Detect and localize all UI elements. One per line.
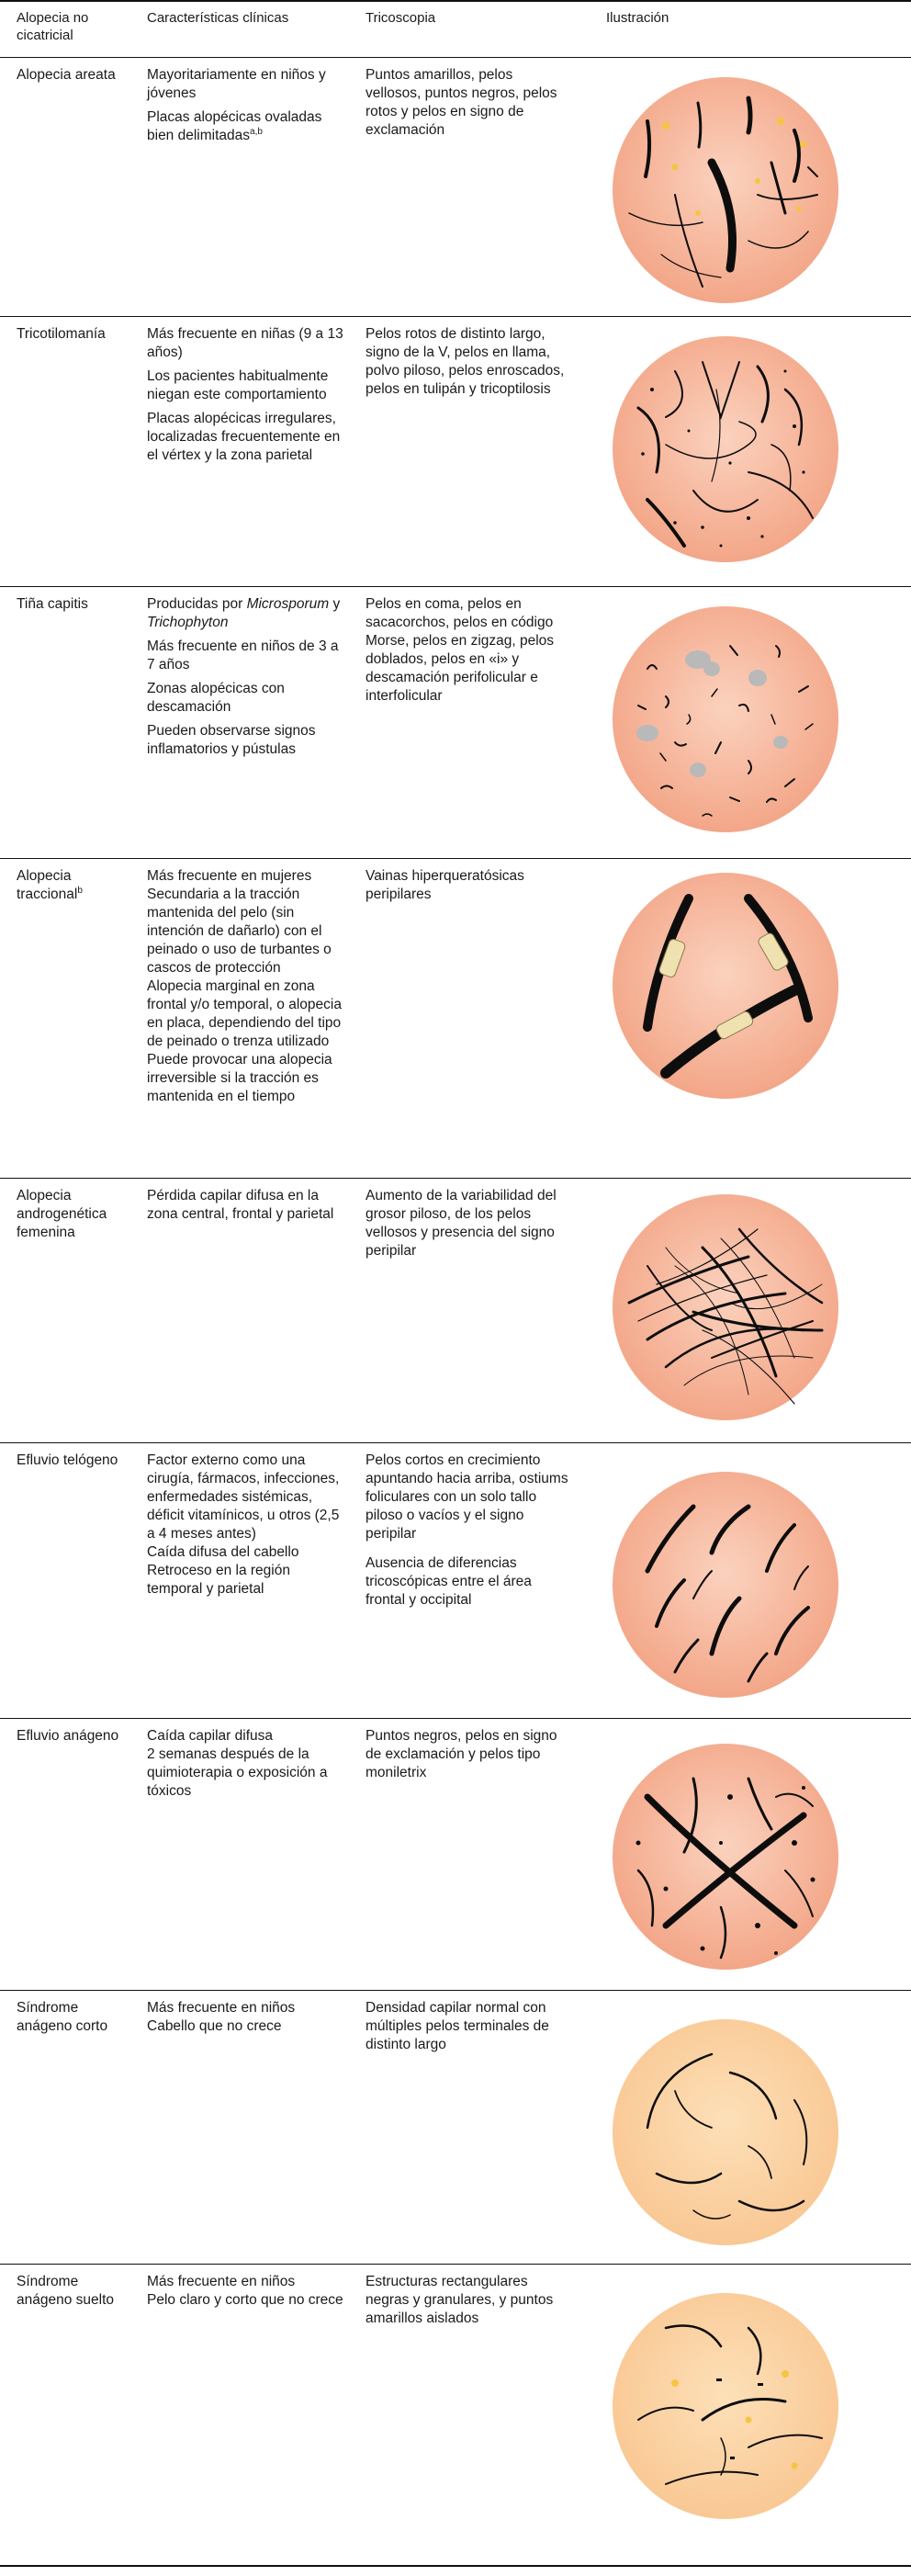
row-clinical	[147, 1187, 344, 1229]
illustration-tina-capitis	[611, 604, 840, 834]
row-name: Síndrome anágeno corto	[17, 2000, 108, 2034]
row-trichoscopy	[366, 1452, 569, 1610]
row-name: Alopecia androgenética femenina	[17, 1188, 107, 1240]
clinical-text: y	[332, 596, 341, 612]
clinical-item: Alopecia marginal en zona frontal y/o temporal, o alopecia en placa, dependiendo del tipo de peinado o trenza utilizado	[147, 978, 342, 1049]
row-clinical	[147, 867, 344, 1106]
trichoscopy-item: Pelos rotos de distinto largo, signo de la V, pelos en llama, polvo piloso, pelos enroscados, pelos en tulipán y tricoptilosis	[366, 326, 565, 397]
hair-pattern-icon	[611, 604, 840, 834]
clinical-item: Caída capilar difusa	[147, 1728, 273, 1744]
trichoscopy-item: Pelos cortos en crecimiento apuntando hacia arriba, ostiums foliculares con un solo tallo piloso o vacíos y el signo peripilar	[366, 1452, 568, 1542]
bottom-rule	[0, 2565, 911, 2567]
footnote-marker: a,b	[250, 126, 263, 137]
row-name-text: Alopecia traccional	[17, 868, 78, 902]
clinical-item: Más frecuente en mujeres	[147, 868, 312, 884]
hair-pattern-icon	[611, 1470, 840, 1700]
table-row	[0, 2264, 911, 2565]
clinical-item: Factor externo como una cirugía, fármacos, infecciones, enfermedades sistémicas, déficit vitamínicos, u otros (2,5 a 4 meses antes)	[147, 1452, 340, 1542]
row-trichoscopy	[366, 1999, 569, 2060]
trichoscopy-item: Vainas hiperqueratósicas peripilares	[366, 868, 524, 902]
table-row	[0, 1442, 911, 1718]
illustration-anageno-suelto	[611, 2291, 840, 2521]
header-col-alopecia: Alopecia no cicatricial	[17, 10, 89, 43]
species-name: Microsporum	[246, 596, 330, 612]
illustration-traccional	[611, 871, 840, 1101]
row-name: Alopecia areata	[17, 67, 116, 83]
clinical-item: Pérdida capilar difusa en la zona central, frontal y parietal	[147, 1188, 334, 1222]
row-name: Tricotilomanía	[17, 326, 106, 342]
row-name: Tiña capitis	[17, 596, 88, 612]
clinical-item	[147, 595, 344, 632]
hair-pattern-icon	[611, 2291, 840, 2521]
clinical-item: Cabello que no crece	[147, 2018, 282, 2034]
row-trichoscopy	[366, 1187, 569, 1266]
clinical-item: 2 semanas después de la quimioterapia o exposición a tóxicos	[147, 1746, 328, 1799]
trichoscopy-item: Estructuras rectangulares negras y granulares, y puntos amarillos aislados	[366, 2274, 554, 2326]
row-name: Efluvio telógeno	[17, 1452, 118, 1468]
row-name	[17, 867, 136, 904]
illustration-tricotilomania	[611, 334, 840, 564]
header-col-illustration: Ilustración	[606, 10, 669, 26]
table-row	[0, 586, 911, 858]
trichoscopy-item: Aumento de la variabilidad del grosor piloso, de los pelos vellosos y presencia del signo peripilar	[366, 1188, 557, 1259]
row-clinical	[147, 1999, 344, 2036]
illustration-telogeno	[611, 1470, 840, 1700]
clinical-item: Secundaria a la tracción mantenida del pelo (sin intención de dañarlo) con el peinado o uso de turbantes o cascos de protección	[147, 887, 332, 976]
illustration-androgenetica	[611, 1192, 840, 1422]
table-row	[0, 1178, 911, 1442]
illustration-anageno-corto	[611, 2017, 840, 2247]
table-row	[0, 57, 911, 316]
clinical-item	[147, 108, 344, 145]
row-clinical	[147, 1452, 344, 1599]
row-name: Efluvio anágeno	[17, 1728, 119, 1744]
top-rule	[0, 0, 911, 2]
row-trichoscopy	[366, 325, 569, 404]
clinical-item: Zonas alopécicas con descamación	[147, 681, 285, 715]
clinical-item: Los pacientes habitualmente niegan este comportamiento	[147, 368, 329, 402]
clinical-text: Placas alopécicas ovaladas bien delimitadas	[147, 109, 322, 143]
hair-pattern-icon	[611, 2017, 840, 2247]
row-clinical	[147, 595, 344, 759]
clinical-text: Producidas por	[147, 596, 243, 612]
row-trichoscopy	[366, 66, 569, 145]
row-trichoscopy	[366, 1727, 569, 1788]
clinical-item: Más frecuente en niñas (9 a 13 años)	[147, 326, 343, 360]
table-row	[0, 858, 911, 1178]
clinical-item: Caída difusa del cabello	[147, 1544, 299, 1560]
clinical-item: Mayoritariamente en niños y jóvenes	[147, 67, 326, 101]
row-clinical	[147, 325, 344, 465]
trichoscopy-item: Puntos amarillos, pelos vellosos, puntos negros, pelos rotos y pelos en signo de exclamación	[366, 67, 557, 138]
trichoscopy-item: Ausencia de diferencias tricoscópicas entre el área frontal y occipital	[366, 1555, 532, 1608]
clinical-item: Pueden observarse signos inflamatorios y pústulas	[147, 723, 316, 757]
footnote-marker: b	[77, 885, 83, 896]
clinical-item: Retroceso en la región temporal y parietal	[147, 1563, 290, 1597]
trichoscopy-item: Densidad capilar normal con múltiples pelos terminales de distinto largo	[366, 2000, 549, 2052]
clinical-item: Más frecuente en niños de 3 a 7 años	[147, 638, 339, 672]
trichoscopy-item: Pelos en coma, pelos en sacacorchos, pelos en código Morse, pelos en zigzag, pelos doblados, pelos en «i» y descamación perifolicular e interfolicular	[366, 596, 555, 704]
row-clinical	[147, 1727, 344, 1801]
row-trichoscopy	[366, 2273, 569, 2333]
clinical-item: Placas alopécicas irregulares, localizadas frecuentemente en el vértex y la zona parietal	[147, 411, 341, 463]
hair-pattern-icon	[611, 75, 840, 305]
hair-pattern-icon	[611, 334, 840, 564]
trichoscopy-item: Puntos negros, pelos en signo de exclamación y pelos tipo moniletrix	[366, 1728, 557, 1780]
table-row	[0, 316, 911, 586]
table-row	[0, 1718, 911, 1990]
header-col-clinical: Características clínicas	[147, 10, 289, 26]
row-clinical	[147, 66, 344, 145]
table-row	[0, 1990, 911, 2264]
row-trichoscopy	[366, 595, 569, 711]
species-name: Trichophyton	[147, 615, 229, 630]
row-trichoscopy	[366, 867, 569, 910]
hair-pattern-icon	[611, 871, 840, 1101]
illustration-anageno	[611, 1742, 840, 1972]
hair-pattern-icon	[611, 1192, 840, 1422]
hair-pattern-icon	[611, 1742, 840, 1972]
row-clinical	[147, 2273, 344, 2310]
header-col-trichoscopy: Tricoscopia	[366, 10, 436, 26]
clinical-item: Más frecuente en niños	[147, 2274, 296, 2289]
row-name: Síndrome anágeno suelto	[17, 2274, 115, 2308]
clinical-item: Más frecuente en niños	[147, 2000, 296, 2016]
clinical-item: Puede provocar una alopecia irreversible si la tracción es mantenida en el tiempo	[147, 1052, 332, 1104]
illustration-areata	[611, 75, 840, 305]
clinical-item: Pelo claro y corto que no crece	[147, 2292, 343, 2308]
